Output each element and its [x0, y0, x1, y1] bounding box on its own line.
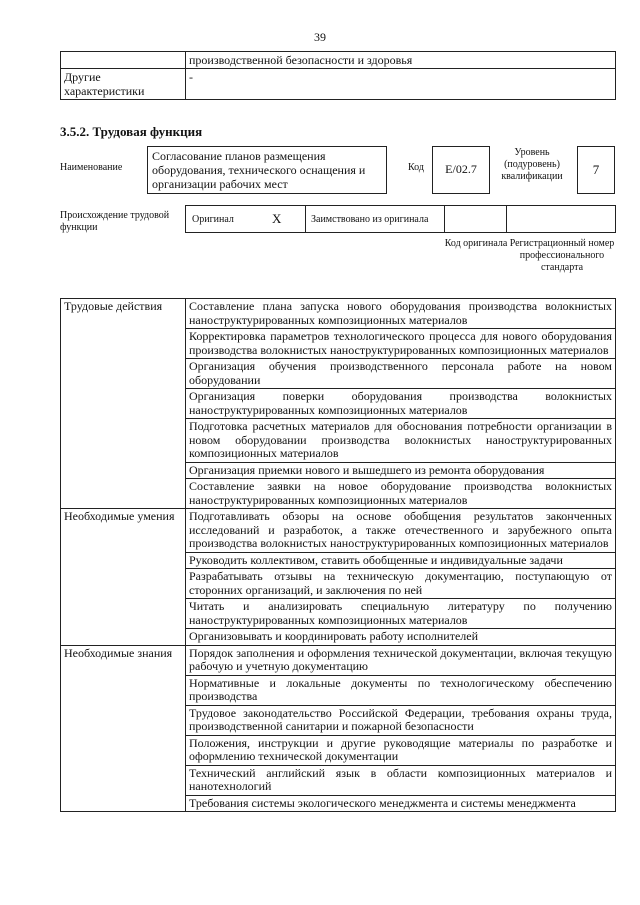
code-label: Код: [408, 162, 424, 173]
knowledge-item: Требования системы экологического менеджмента и системы менеджмента: [186, 795, 616, 812]
skill-item: Руководить коллективом, ставить обобщенные и индивидуальные задачи: [186, 552, 616, 569]
labor-action-item: Организация поверки оборудования производства волокнистых наноструктурированных композиционных материалов: [186, 389, 616, 419]
other-characteristics-value: -: [186, 69, 616, 100]
top-continuation-table: [60, 51, 616, 100]
code-original-caption: Код оригинала: [444, 238, 508, 249]
labor-actions-label: Трудовые действия: [61, 299, 186, 509]
borrowed-label: Заимствовано из оригинала: [311, 214, 429, 225]
labor-function-table: [60, 298, 616, 812]
function-name-box: Согласование планов размещения оборудования, технического оснащения и организации рабочих мест: [147, 146, 387, 194]
table-row: [61, 52, 616, 69]
page-number: 39: [314, 30, 326, 44]
origin-label: Происхождение трудовой функции: [60, 210, 170, 233]
skill-item: Подготавливать обзоры на основе обобщения результатов законченных исследований и разработок, а также отечественного и зарубежного опыта производства волокнистых наноструктурированных композиционных материалов: [186, 509, 616, 553]
labor-action-item: Составление заявки на новое оборудование производства волокнистых наноструктурированных композиционных материалов: [186, 479, 616, 509]
knowledge-item: Технический английский язык в области композиционных материалов и нанотехнологий: [186, 765, 616, 795]
knowledge-item: Положения, инструкции и другие руководящие материалы по разработке и оформлению технической документации: [186, 735, 616, 765]
table-cell: производственной безопасности и здоровья: [186, 52, 616, 69]
reg-number-caption: Регистрационный номер профессионального стандарта: [509, 238, 615, 273]
code-original-cell: [444, 205, 507, 233]
qualification-level-label: Уровень (подуровень) квалификации: [501, 147, 563, 182]
qualification-level-box: 7: [577, 146, 615, 194]
section-title: 3.5.2. Трудовая функция: [60, 124, 203, 139]
table-row: [61, 299, 616, 329]
original-label: Оригинал: [192, 214, 234, 225]
table-cell-empty: [61, 52, 186, 69]
labor-action-item: Организация обучения производственного персонала работе на новом оборудовании: [186, 359, 616, 389]
code-value-box: E/02.7: [432, 146, 490, 194]
reg-number-cell: [506, 205, 616, 233]
skills-label: Необходимые умения: [61, 509, 186, 646]
skill-item: Читать и анализировать специальную литературу по получению наноструктурированных композиционных материалов: [186, 599, 616, 629]
origin-row: [185, 205, 616, 233]
skill-item: Разрабатывать отзывы на техническую документацию, поступающую от сторонних организаций, и заключения по ней: [186, 569, 616, 599]
table-row: [61, 69, 616, 100]
table-row: [61, 645, 616, 675]
knowledge-item: Трудовое законодательство Российской Федерации, требования охраны труда, производственной санитарии и пожарной безопасности: [186, 705, 616, 735]
labor-action-item: Подготовка расчетных материалов для обоснования потребности организации в новом оборудовании производства волокнистых наноструктурированных композиционных материалов: [186, 419, 616, 463]
original-cell: [185, 205, 306, 233]
labor-action-item: Организация приемки нового и вышедшего из ремонта оборудования: [186, 462, 616, 479]
table-row: [61, 509, 616, 553]
original-mark: X: [272, 211, 282, 226]
other-characteristics-label: Другие характеристики: [61, 69, 186, 100]
borrowed-cell: [305, 205, 445, 233]
knowledge-item: Нормативные и локальные документы по технологическому обеспечению производства: [186, 675, 616, 705]
knowledge-label: Необходимые знания: [61, 645, 186, 812]
naming-label: Наименование: [60, 162, 123, 173]
knowledge-item: Порядок заполнения и оформления технической документации, включая текущую рабочую и учетную документацию: [186, 645, 616, 675]
labor-action-item: Составление плана запуска нового оборудования производства волокнистых наноструктурированных композиционных материалов: [186, 299, 616, 329]
labor-action-item: Корректировка параметров технологического процесса для нового оборудования производства волокнистых наноструктурированных композиционных материалов: [186, 329, 616, 359]
skill-item: Организовывать и координировать работу исполнителей: [186, 629, 616, 646]
